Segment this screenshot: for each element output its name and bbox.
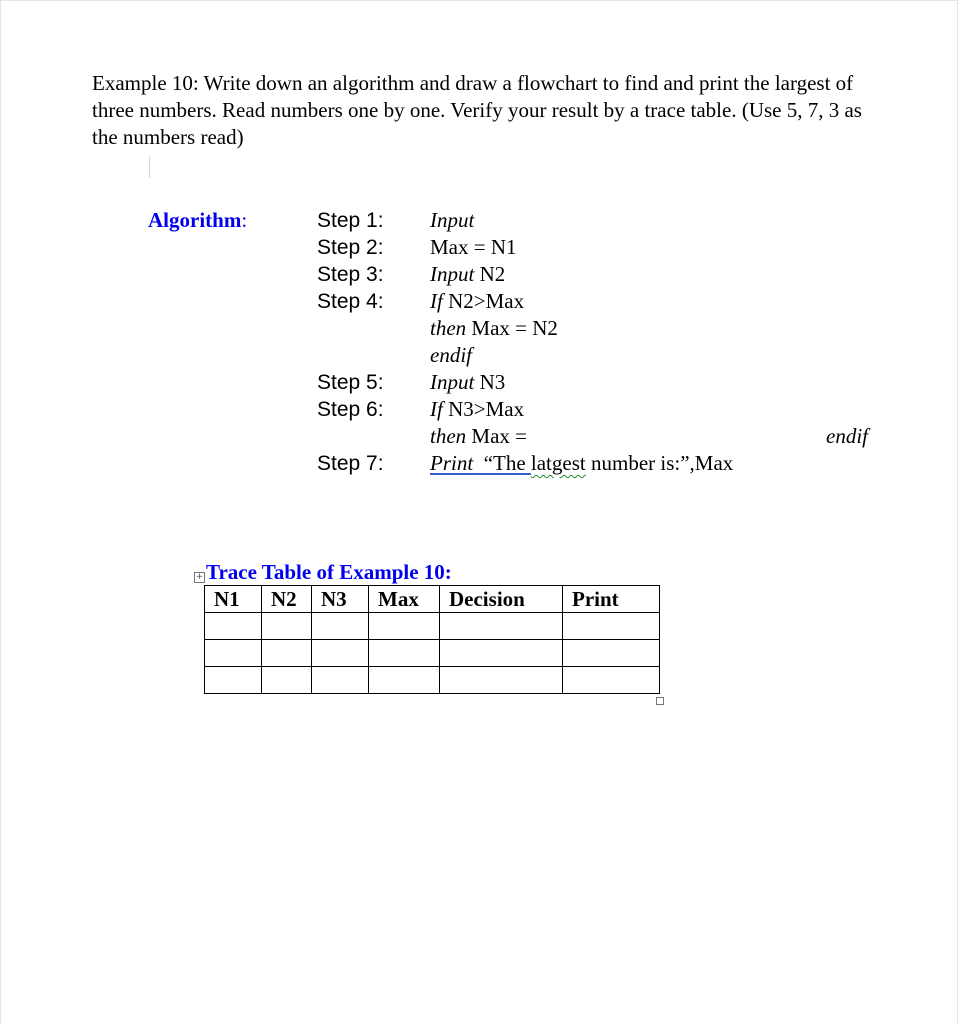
algorithm-label xyxy=(148,207,247,234)
step-7-text-after: number is:”,Max xyxy=(585,451,734,475)
trace-table-header-row xyxy=(205,586,660,613)
table-cell[interactable] xyxy=(440,640,563,667)
algorithm-label-colon: : xyxy=(241,208,248,232)
step-5-label: Step 5: xyxy=(317,371,384,394)
step-6-endif xyxy=(826,423,868,450)
step-6-then xyxy=(430,423,527,450)
table-row xyxy=(205,667,660,694)
step-4-then-keyword: then xyxy=(430,316,467,340)
step-6-text: N3>Max xyxy=(442,397,525,421)
step-7-misspelled-word[interactable]: latgest xyxy=(530,451,586,475)
step-4-keyword: If xyxy=(430,289,443,313)
trace-table xyxy=(204,585,660,694)
step-5-keyword: Input xyxy=(430,370,475,394)
step-7-content xyxy=(430,450,733,477)
trace-table-caption: Trace Table of Example 10: xyxy=(206,560,452,584)
table-cell[interactable] xyxy=(205,613,262,640)
table-cell[interactable] xyxy=(563,613,660,640)
step-3-text: N2 xyxy=(474,262,506,286)
table-cell[interactable] xyxy=(205,640,262,667)
table-cell[interactable] xyxy=(440,667,563,694)
step-2-label: Step 2: xyxy=(317,236,384,259)
table-cell[interactable] xyxy=(312,640,369,667)
step-7-label: Step 7: xyxy=(317,452,384,475)
table-cell[interactable] xyxy=(369,613,440,640)
step-5-content xyxy=(430,369,505,396)
step-6-content xyxy=(430,396,524,423)
table-cell[interactable] xyxy=(262,613,312,640)
table-cell[interactable] xyxy=(205,667,262,694)
step-4-endif-keyword: endif xyxy=(430,343,472,367)
step-7-text-before: “The xyxy=(473,451,531,475)
text-cursor xyxy=(149,156,150,178)
column-header-decision: Decision xyxy=(440,586,563,613)
step-3-content xyxy=(430,261,505,288)
step-6-label: Step 6: xyxy=(317,398,384,421)
table-cell[interactable] xyxy=(369,640,440,667)
column-header-n3: N3 xyxy=(312,586,369,613)
table-cell[interactable] xyxy=(262,640,312,667)
step-4-content xyxy=(430,288,524,315)
step-7-keyword: Print xyxy=(430,451,474,475)
table-cell[interactable] xyxy=(369,667,440,694)
step-4-text: N2>Max xyxy=(442,289,525,313)
step-6-then-keyword: then xyxy=(430,424,467,448)
table-row xyxy=(205,613,660,640)
column-header-n1: N1 xyxy=(205,586,262,613)
table-cell[interactable] xyxy=(563,667,660,694)
column-header-max: Max xyxy=(369,586,440,613)
table-move-handle[interactable]: + xyxy=(195,572,204,582)
step-2-content: Max = N1 xyxy=(430,235,517,259)
step-4-label: Step 4: xyxy=(317,290,384,313)
table-cell[interactable] xyxy=(262,667,312,694)
column-header-print: Print xyxy=(563,586,660,613)
step-3-keyword: Input xyxy=(430,262,475,286)
step-6-endif-keyword: endif xyxy=(826,424,868,448)
table-cell[interactable] xyxy=(563,640,660,667)
step-1-content xyxy=(430,207,474,234)
step-6-keyword: If xyxy=(430,397,443,421)
table-cell[interactable] xyxy=(312,667,369,694)
step-5-text: N3 xyxy=(474,370,506,394)
table-cell[interactable] xyxy=(440,613,563,640)
step-1-keyword: Input xyxy=(430,208,475,232)
table-row xyxy=(205,640,660,667)
example-heading: Example 10: Write down an algorithm and draw a flowchart to find and print the largest of three numbers. Read numbers one by one. Verify your result by a trace table. (Use 5, 7, 3 as the numbers read) xyxy=(92,71,862,149)
step-6-then-text: Max = xyxy=(466,424,527,448)
column-header-n2: N2 xyxy=(262,586,312,613)
table-cell[interactable] xyxy=(312,613,369,640)
step-4-endif xyxy=(430,342,472,369)
table-resize-handle[interactable] xyxy=(656,697,664,705)
step-3-label: Step 3: xyxy=(317,263,384,286)
step-1-label: Step 1: xyxy=(317,209,384,232)
algorithm-label-text: Algorithm xyxy=(148,208,242,232)
step-4-then-text: Max = N2 xyxy=(466,316,558,340)
step-4-then xyxy=(430,315,558,342)
